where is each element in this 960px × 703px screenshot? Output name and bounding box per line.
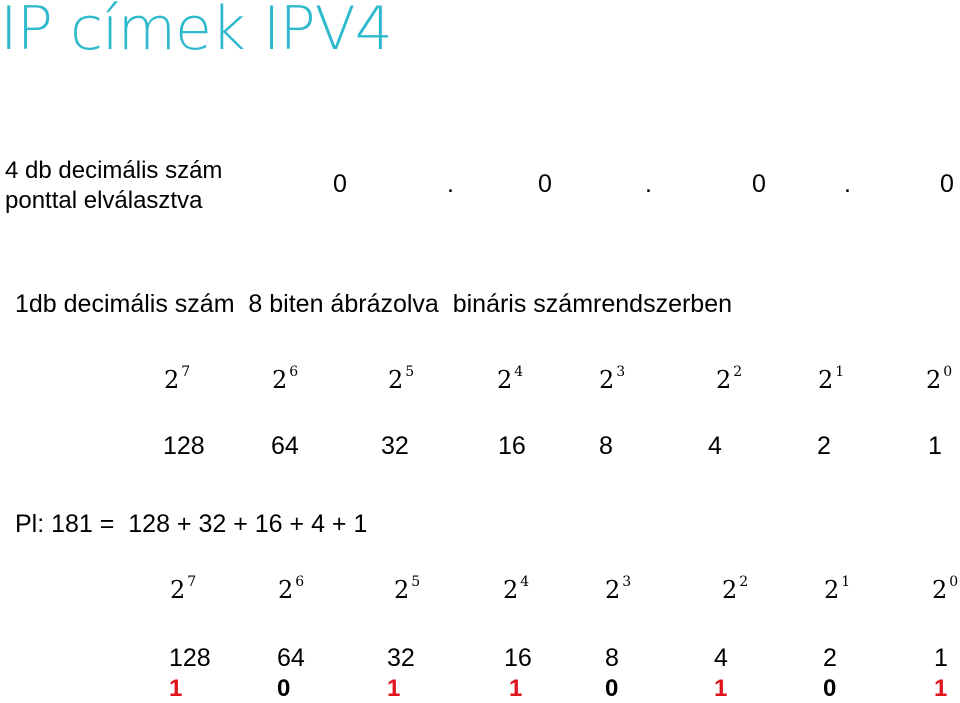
power-2-3: 2 $^3$ [605,574,632,604]
place-value-64: 64 [277,644,305,672]
bit-7: 0 [823,675,837,702]
power-2-0: 2 $^0$ [932,574,959,604]
power-2-6: 2 $^6$ [272,364,299,394]
power-2-7: 2 $^7$ [164,364,191,394]
power-2-2: 2 $^2$ [722,574,749,604]
ip-octet-3: 0 [752,170,766,198]
place-value-4: 4 [708,432,722,460]
intro-line-2: ponttal elválasztva [5,187,203,214]
intro-line-1: 4 db decimális szám [5,157,223,184]
bit-5: 0 [605,675,619,702]
power-2-1: 2 $^1$ [818,364,845,394]
place-value-4: 4 [714,644,728,672]
place-value-64: 64 [271,432,299,460]
power-2-4: 2 $^4$ [497,364,524,394]
bit-2: 0 [277,675,291,702]
power-2-2: 2 $^2$ [716,364,743,394]
place-value-16: 16 [498,432,526,460]
ip-separator-1: . [447,170,454,198]
place-value-1: 1 [934,644,948,672]
place-value-8: 8 [605,644,619,672]
power-2-3: 2 $^3$ [599,364,626,394]
place-value-32: 32 [381,432,409,460]
bit-4: 1 [509,675,523,702]
place-value-2: 2 [823,644,837,672]
ip-separator-2: . [645,170,652,198]
power-2-6: 2 $^6$ [278,574,305,604]
page-title: IP címek IPV4 [0,0,392,64]
place-value-128: 128 [169,644,211,672]
bit-3: 1 [387,675,401,702]
example-equation: Pl: 181 = 128 + 32 + 16 + 4 + 1 [15,510,368,538]
bit-6: 1 [714,675,728,702]
power-2-5: 2 $^5$ [388,364,415,394]
power-2-1: 2 $^1$ [824,574,851,604]
place-value-128: 128 [163,432,205,460]
ip-separator-3: . [844,170,851,198]
ip-octet-2: 0 [538,170,552,198]
ip-octet-1: 0 [333,170,347,198]
power-2-0: 2 $^0$ [926,364,953,394]
ip-octet-4: 0 [940,170,954,198]
intro-text [5,156,222,216]
power-2-4: 2 $^4$ [503,574,530,604]
power-2-7: 2 $^7$ [170,574,197,604]
place-value-2: 2 [817,432,831,460]
place-value-32: 32 [387,644,415,672]
bit-8: 1 [934,675,948,702]
place-value-16: 16 [504,644,532,672]
binary-heading: 1db decimális szám 8 biten ábrázolva bináris számrendszerben [15,290,733,318]
power-2-5: 2 $^5$ [394,574,421,604]
bit-1: 1 [169,675,183,702]
place-value-1: 1 [928,432,942,460]
place-value-8: 8 [599,432,613,460]
